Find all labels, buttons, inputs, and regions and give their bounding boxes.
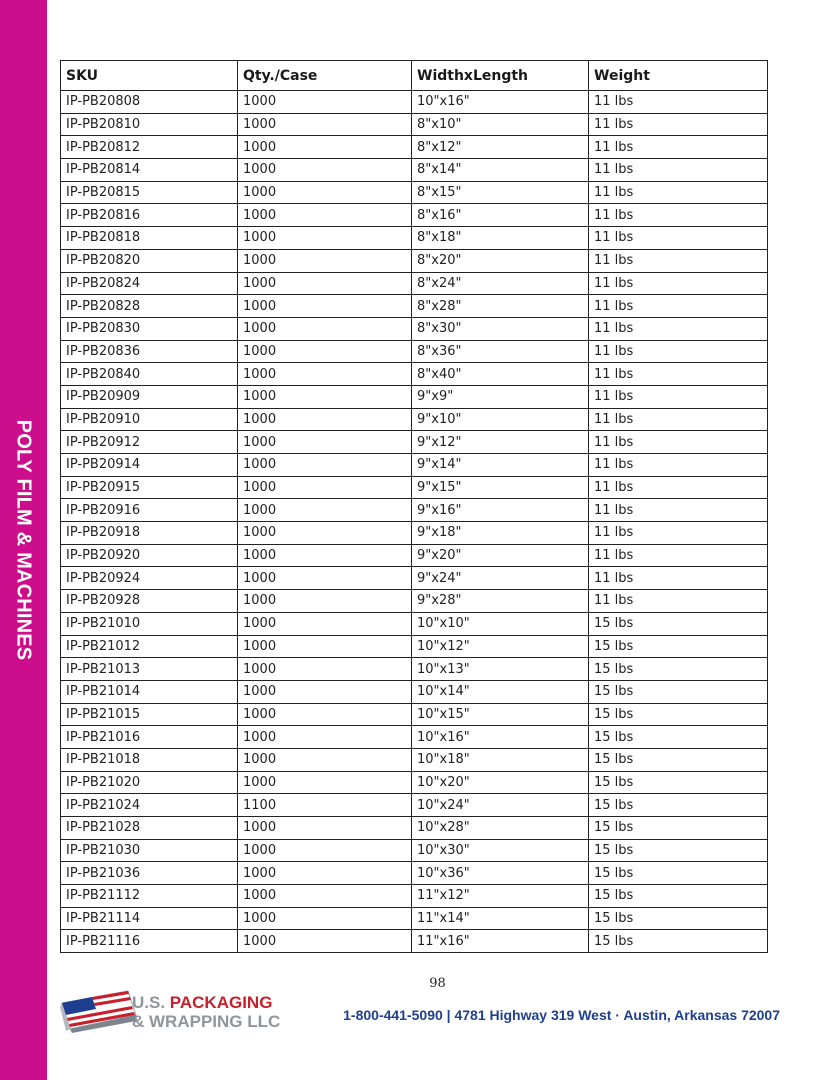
cell-sku: IP-PB21030 <box>61 839 238 862</box>
cell-sku: IP-PB21015 <box>61 703 238 726</box>
cell-size: 9"x14" <box>412 454 589 477</box>
product-table <box>60 60 768 953</box>
table-row <box>61 748 768 771</box>
cell-qty: 1000 <box>238 113 412 136</box>
cell-qty: 1000 <box>238 136 412 159</box>
table-row <box>61 590 768 613</box>
table-row <box>61 703 768 726</box>
cell-size: 9"x10" <box>412 408 589 431</box>
cell-sku: IP-PB20912 <box>61 431 238 454</box>
cell-qty: 1000 <box>238 567 412 590</box>
cell-qty: 1000 <box>238 544 412 567</box>
table-row <box>61 476 768 499</box>
logo-text-wrapping: & WRAPPING LLC <box>132 1012 281 1031</box>
cell-weight: 11 lbs <box>589 227 768 250</box>
contact-info: 1-800-441-5090 | 4781 Highway 319 West · Austin, Arkansas 72007 <box>343 1007 780 1023</box>
cell-weight: 11 lbs <box>589 113 768 136</box>
table-row <box>61 544 768 567</box>
table-row <box>61 567 768 590</box>
table-row <box>61 907 768 930</box>
cell-sku: IP-PB20916 <box>61 499 238 522</box>
cell-qty: 1000 <box>238 885 412 908</box>
table-row <box>61 385 768 408</box>
table-row <box>61 136 768 159</box>
cell-sku: IP-PB20924 <box>61 567 238 590</box>
table-row <box>61 522 768 545</box>
cell-weight: 15 lbs <box>589 930 768 953</box>
cell-weight: 15 lbs <box>589 907 768 930</box>
cell-sku: IP-PB20808 <box>61 91 238 114</box>
cell-sku: IP-PB20909 <box>61 385 238 408</box>
cell-sku: IP-PB20928 <box>61 590 238 613</box>
cell-qty: 1000 <box>238 295 412 318</box>
cell-qty: 1000 <box>238 862 412 885</box>
cell-weight: 15 lbs <box>589 680 768 703</box>
table-row <box>61 408 768 431</box>
cell-weight: 15 lbs <box>589 726 768 749</box>
header-sku: SKU <box>61 61 238 91</box>
cell-weight: 11 lbs <box>589 385 768 408</box>
table-row <box>61 726 768 749</box>
cell-size: 8"x30" <box>412 317 589 340</box>
table-row <box>61 885 768 908</box>
cell-qty: 1000 <box>238 771 412 794</box>
table-row <box>61 680 768 703</box>
cell-sku: IP-PB21116 <box>61 930 238 953</box>
cell-sku: IP-PB20830 <box>61 317 238 340</box>
cell-qty: 1000 <box>238 181 412 204</box>
cell-sku: IP-PB20815 <box>61 181 238 204</box>
cell-size: 9"x28" <box>412 590 589 613</box>
table-row <box>61 794 768 817</box>
table-row <box>61 431 768 454</box>
cell-sku: IP-PB20820 <box>61 249 238 272</box>
cell-weight: 11 lbs <box>589 499 768 522</box>
company-logo <box>58 985 288 1035</box>
cell-sku: IP-PB21114 <box>61 907 238 930</box>
table-row <box>61 249 768 272</box>
cell-size: 10"x10" <box>412 612 589 635</box>
cell-weight: 11 lbs <box>589 340 768 363</box>
logo-text-us: U.S. <box>132 993 170 1012</box>
table-row <box>61 499 768 522</box>
cell-weight: 15 lbs <box>589 839 768 862</box>
cell-size: 10"x20" <box>412 771 589 794</box>
cell-size: 10"x18" <box>412 748 589 771</box>
cell-sku: IP-PB21013 <box>61 658 238 681</box>
header-size: WidthxLength <box>412 61 589 91</box>
cell-size: 8"x12" <box>412 136 589 159</box>
cell-qty: 1000 <box>238 272 412 295</box>
table-body <box>61 91 768 953</box>
cell-weight: 11 lbs <box>589 431 768 454</box>
cell-sku: IP-PB20918 <box>61 522 238 545</box>
cell-sku: IP-PB20828 <box>61 295 238 318</box>
table-row <box>61 454 768 477</box>
cell-qty: 1000 <box>238 590 412 613</box>
cell-sku: IP-PB20812 <box>61 136 238 159</box>
cell-qty: 1000 <box>238 907 412 930</box>
cell-sku: IP-PB20836 <box>61 340 238 363</box>
cell-weight: 11 lbs <box>589 204 768 227</box>
cell-weight: 11 lbs <box>589 272 768 295</box>
cell-sku: IP-PB20840 <box>61 363 238 386</box>
cell-qty: 1000 <box>238 317 412 340</box>
cell-sku: IP-PB21020 <box>61 771 238 794</box>
cell-qty: 1000 <box>238 385 412 408</box>
cell-weight: 11 lbs <box>589 295 768 318</box>
cell-qty: 1000 <box>238 476 412 499</box>
table-row <box>61 612 768 635</box>
cell-qty: 1000 <box>238 680 412 703</box>
cell-size: 9"x18" <box>412 522 589 545</box>
cell-weight: 15 lbs <box>589 817 768 840</box>
cell-sku: IP-PB21028 <box>61 817 238 840</box>
cell-size: 10"x14" <box>412 680 589 703</box>
cell-weight: 15 lbs <box>589 748 768 771</box>
cell-size: 10"x30" <box>412 839 589 862</box>
cell-weight: 15 lbs <box>589 771 768 794</box>
cell-sku: IP-PB20914 <box>61 454 238 477</box>
cell-qty: 1000 <box>238 658 412 681</box>
cell-qty: 1000 <box>238 91 412 114</box>
cell-size: 11"x14" <box>412 907 589 930</box>
cell-sku: IP-PB20816 <box>61 204 238 227</box>
table-row <box>61 817 768 840</box>
cell-qty: 1000 <box>238 431 412 454</box>
cell-weight: 15 lbs <box>589 862 768 885</box>
cell-qty: 1000 <box>238 363 412 386</box>
cell-qty: 1000 <box>238 204 412 227</box>
cell-size: 10"x16" <box>412 91 589 114</box>
cell-weight: 11 lbs <box>589 476 768 499</box>
cell-size: 8"x18" <box>412 227 589 250</box>
cell-size: 10"x36" <box>412 862 589 885</box>
cell-sku: IP-PB20810 <box>61 113 238 136</box>
cell-size: 8"x36" <box>412 340 589 363</box>
table-row <box>61 862 768 885</box>
cell-size: 8"x10" <box>412 113 589 136</box>
cell-size: 8"x24" <box>412 272 589 295</box>
cell-qty: 1000 <box>238 454 412 477</box>
cell-qty: 1000 <box>238 748 412 771</box>
cell-sku: IP-PB21014 <box>61 680 238 703</box>
cell-weight: 11 lbs <box>589 181 768 204</box>
header-qty: Qty./Case <box>238 61 412 91</box>
cell-qty: 1000 <box>238 839 412 862</box>
table-row <box>61 317 768 340</box>
cell-weight: 15 lbs <box>589 703 768 726</box>
cell-weight: 11 lbs <box>589 522 768 545</box>
cell-weight: 11 lbs <box>589 249 768 272</box>
cell-qty: 1000 <box>238 930 412 953</box>
cell-sku: IP-PB20824 <box>61 272 238 295</box>
cell-weight: 11 lbs <box>589 454 768 477</box>
cell-weight: 11 lbs <box>589 590 768 613</box>
table-row <box>61 113 768 136</box>
cell-qty: 1000 <box>238 340 412 363</box>
cell-qty: 1000 <box>238 726 412 749</box>
cell-sku: IP-PB21012 <box>61 635 238 658</box>
table-row <box>61 159 768 182</box>
cell-qty: 1000 <box>238 703 412 726</box>
cell-qty: 1000 <box>238 408 412 431</box>
flag-box-icon <box>58 985 138 1035</box>
cell-weight: 11 lbs <box>589 567 768 590</box>
cell-weight: 15 lbs <box>589 658 768 681</box>
header-weight: Weight <box>589 61 768 91</box>
cell-qty: 1000 <box>238 159 412 182</box>
table-row <box>61 91 768 114</box>
cell-qty: 1000 <box>238 499 412 522</box>
cell-weight: 11 lbs <box>589 136 768 159</box>
cell-size: 11"x16" <box>412 930 589 953</box>
cell-size: 8"x16" <box>412 204 589 227</box>
page-number: 98 <box>429 976 446 991</box>
cell-weight: 11 lbs <box>589 317 768 340</box>
cell-size: 9"x16" <box>412 499 589 522</box>
cell-sku: IP-PB21112 <box>61 885 238 908</box>
cell-size: 9"x15" <box>412 476 589 499</box>
cell-sku: IP-PB21016 <box>61 726 238 749</box>
cell-qty: 1000 <box>238 227 412 250</box>
logo-text-packaging: PACKAGING <box>169 993 273 1012</box>
side-band <box>0 0 47 1080</box>
cell-qty: 1000 <box>238 817 412 840</box>
cell-size: 8"x28" <box>412 295 589 318</box>
table-row <box>61 227 768 250</box>
table-header-row <box>61 61 768 91</box>
cell-size: 10"x15" <box>412 703 589 726</box>
cell-qty: 1000 <box>238 522 412 545</box>
cell-weight: 11 lbs <box>589 363 768 386</box>
cell-size: 10"x16" <box>412 726 589 749</box>
cell-sku: IP-PB21036 <box>61 862 238 885</box>
table-row <box>61 272 768 295</box>
cell-size: 8"x20" <box>412 249 589 272</box>
cell-size: 9"x20" <box>412 544 589 567</box>
cell-weight: 11 lbs <box>589 544 768 567</box>
cell-weight: 15 lbs <box>589 885 768 908</box>
table-row <box>61 340 768 363</box>
cell-sku: IP-PB21018 <box>61 748 238 771</box>
cell-weight: 11 lbs <box>589 408 768 431</box>
cell-qty: 1000 <box>238 249 412 272</box>
cell-sku: IP-PB20910 <box>61 408 238 431</box>
table-row <box>61 930 768 953</box>
cell-weight: 11 lbs <box>589 91 768 114</box>
cell-qty: 1100 <box>238 794 412 817</box>
cell-size: 11"x12" <box>412 885 589 908</box>
cell-size: 9"x12" <box>412 431 589 454</box>
cell-size: 8"x40" <box>412 363 589 386</box>
cell-size: 9"x24" <box>412 567 589 590</box>
cell-size: 10"x24" <box>412 794 589 817</box>
cell-sku: IP-PB21010 <box>61 612 238 635</box>
cell-size: 10"x28" <box>412 817 589 840</box>
cell-weight: 15 lbs <box>589 612 768 635</box>
table-row <box>61 658 768 681</box>
table-row <box>61 295 768 318</box>
cell-sku: IP-PB20920 <box>61 544 238 567</box>
cell-qty: 1000 <box>238 635 412 658</box>
table-row <box>61 839 768 862</box>
table-row <box>61 204 768 227</box>
table-row <box>61 181 768 204</box>
cell-sku: IP-PB21024 <box>61 794 238 817</box>
cell-size: 9"x9" <box>412 385 589 408</box>
cell-size: 10"x12" <box>412 635 589 658</box>
cell-qty: 1000 <box>238 612 412 635</box>
cell-sku: IP-PB20814 <box>61 159 238 182</box>
cell-weight: 15 lbs <box>589 794 768 817</box>
cell-sku: IP-PB20915 <box>61 476 238 499</box>
cell-weight: 15 lbs <box>589 635 768 658</box>
cell-sku: IP-PB20818 <box>61 227 238 250</box>
cell-size: 8"x14" <box>412 159 589 182</box>
section-label: POLY FILM & MACHINES <box>12 419 35 661</box>
table-row <box>61 363 768 386</box>
cell-weight: 11 lbs <box>589 159 768 182</box>
table-row <box>61 771 768 794</box>
table-row <box>61 635 768 658</box>
cell-size: 8"x15" <box>412 181 589 204</box>
cell-size: 10"x13" <box>412 658 589 681</box>
